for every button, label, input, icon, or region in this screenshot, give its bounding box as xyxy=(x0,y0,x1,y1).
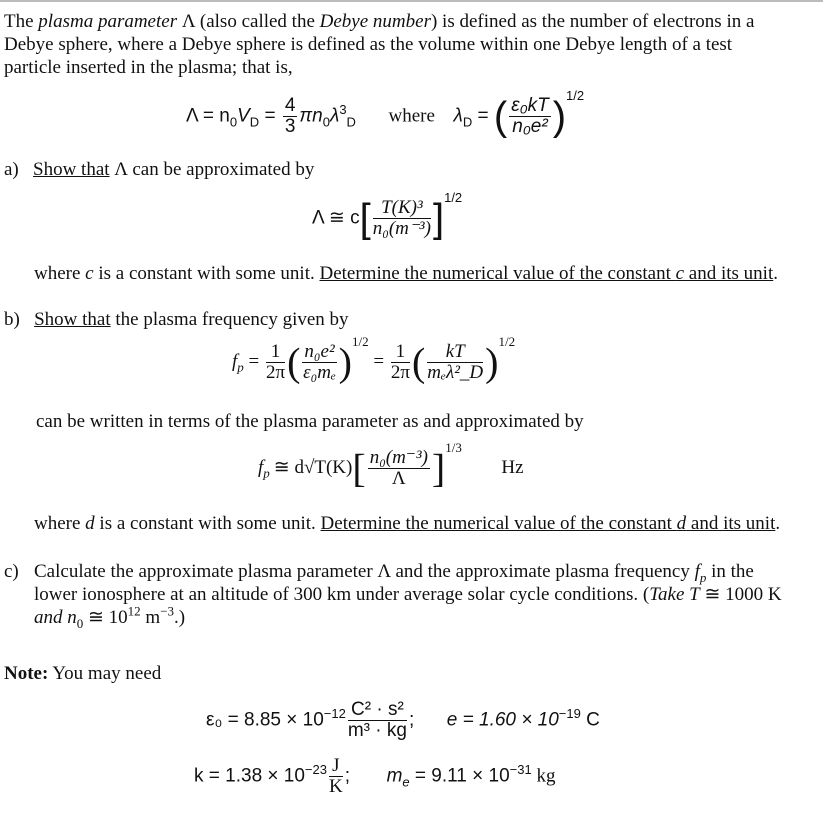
part-b-paren1-right: ) xyxy=(338,339,352,385)
part-c-paragraph xyxy=(34,560,784,629)
part-b-approx-den: Λ xyxy=(391,468,406,489)
part-b-frac1-den: ε₀mₑ xyxy=(303,362,336,383)
part-b-coef1-num: 1 xyxy=(266,342,285,363)
part-a-task-end: and its unit xyxy=(684,263,774,284)
part-a-right-bracket: ] xyxy=(432,196,445,241)
eq1-rest-sub: 0 xyxy=(322,114,330,130)
part-b-where2: is a constant with some unit. xyxy=(94,513,321,534)
part-a-formula-fraction xyxy=(373,198,431,239)
part-b-coef1-den: 2π xyxy=(266,362,286,383)
part-c-text1: Calculate the approximate plasma parameter Λ and the approximate plasma frequency xyxy=(34,561,695,582)
part-a-formula-den: n₀(m⁻³) xyxy=(372,218,431,239)
part-a-label: a) xyxy=(4,159,19,180)
part-b-written-text: can be written in terms of the plasma parameter as and approximated by xyxy=(36,411,584,432)
part-b-where-paragraph xyxy=(34,512,784,535)
eq1-right-paren: ) xyxy=(552,94,567,139)
part-c-label xyxy=(4,560,19,583)
note-me-exp: −31 xyxy=(509,762,532,778)
note-e-exp: −19 xyxy=(558,706,581,722)
part-c-tval: ≅ 1000 K xyxy=(699,584,782,605)
equation-debye-number xyxy=(186,88,585,139)
intro-paragraph xyxy=(4,10,784,79)
eq1-left-paren: ( xyxy=(493,94,508,139)
intro-term-debye-number: Debye number xyxy=(319,11,431,32)
part-c-take: Take xyxy=(649,584,685,605)
part-a-task-text: Determine the numerical value of the constant xyxy=(319,263,676,284)
part-b-frac1 xyxy=(302,342,336,383)
note-eps0-row xyxy=(206,700,600,741)
eq1-frac-4-3 xyxy=(283,96,298,137)
part-b-fp-sub: p xyxy=(237,359,244,375)
note-line xyxy=(4,662,161,685)
eq1-debye-fraction xyxy=(509,96,550,137)
part-b-approx-left-bracket: [ xyxy=(352,445,366,491)
part-c-close: .) xyxy=(174,607,186,628)
note-eps0-unit xyxy=(348,700,407,741)
part-b-label: b) xyxy=(4,309,20,330)
part-a-task-c: c xyxy=(675,263,685,284)
eq1-sub: 0 xyxy=(229,114,238,130)
part-b-task-text: Determine the numerical value of the constant xyxy=(320,513,677,534)
note-me: m xyxy=(386,765,403,787)
note-eps0-unit-den: m³ · kg xyxy=(347,720,407,741)
part-a-left-bracket: [ xyxy=(359,196,371,241)
note-k-exp: −23 xyxy=(304,762,327,778)
note-text: You may need xyxy=(48,663,162,684)
part-b-paren1-left: ( xyxy=(287,339,301,385)
eq1-debye-den: n₀e² xyxy=(512,116,548,137)
part-b-approx-lhs: ≅ d√T(K) xyxy=(273,456,353,478)
part-a-formula xyxy=(312,190,463,241)
part-b-unit: Hz xyxy=(501,456,524,478)
eq1-debye-num: ε₀kT xyxy=(511,95,549,116)
part-b-task-d: d xyxy=(676,513,687,534)
eq1-vd: V xyxy=(237,105,250,127)
intro-text-3: ) is defined as the number of electrons in a Debye sphere, where a Debye sphere is defined as the volume within one Debye length of a test particle inserted in the plasma; that is, xyxy=(4,11,755,78)
part-b-plasma-frequency-formula xyxy=(232,333,516,385)
part-c-fp-sub: p xyxy=(699,569,707,585)
part-c-n0-sub: 0 xyxy=(76,615,84,631)
part-b-text: the plasma frequency given by xyxy=(110,309,349,330)
part-b-period: . xyxy=(775,513,781,534)
part-a-c: c xyxy=(85,263,94,284)
part-c-n0: n xyxy=(62,607,77,628)
note-k-row xyxy=(194,756,555,797)
part-b-coef2-den: 2π xyxy=(390,362,410,383)
note-me-val: = 9.11 × 10 xyxy=(409,765,510,787)
part-b-approx-formula xyxy=(258,439,524,491)
part-a-line xyxy=(4,158,314,181)
eq1-eq: = xyxy=(259,105,281,127)
part-a-formula-exp: 1/2 xyxy=(444,190,463,206)
note-e: e = 1.60 × 10 xyxy=(446,709,559,731)
part-a-task xyxy=(319,263,773,284)
part-b-d: d xyxy=(85,513,95,534)
part-b-paren2-right: ) xyxy=(485,339,499,385)
part-a-where2: is a constant with some unit. xyxy=(93,263,320,284)
part-a-action: Show that xyxy=(33,159,110,180)
part-c-nunit: m xyxy=(140,607,161,628)
part-b-approx-right-bracket: ] xyxy=(431,445,446,491)
part-b-approx-fp: f xyxy=(258,456,264,478)
note-eps0-exp: −12 xyxy=(323,706,346,722)
note-k-unit xyxy=(329,756,343,797)
part-c-T: T xyxy=(684,584,700,605)
note-eps0: ε₀ = 8.85 × 10 xyxy=(206,709,324,731)
part-b-frac2-den: mₑλ²_D xyxy=(427,362,484,383)
part-b-fp: f xyxy=(232,350,238,372)
note-sep2: ; xyxy=(344,765,350,787)
part-b-written-line xyxy=(36,410,584,433)
eq1-eq2: = xyxy=(472,105,494,127)
part-b-frac2-num: kT xyxy=(427,342,483,363)
eq1-num: 4 xyxy=(284,95,296,116)
part-b-task-end: and its unit xyxy=(686,513,776,534)
note-k-unit-num: J xyxy=(329,756,343,777)
note-me-sub: e xyxy=(402,774,410,790)
eq1-where: where xyxy=(388,105,435,127)
part-b-coef2-num: 1 xyxy=(391,342,410,363)
part-b-approx-fp-sub: p xyxy=(263,465,270,481)
part-b-eq1: = xyxy=(243,350,264,372)
eq1-lambda-sub: D xyxy=(346,114,356,130)
part-b-action: Show that xyxy=(34,309,111,330)
part-c-text2: in the lower ionosphere at an altitude of 300 km under average solar cycle conditions. ( xyxy=(34,561,754,605)
part-a-formula-num: T(K)³ xyxy=(373,198,431,219)
part-a-formula-lhs: Λ ≅ c xyxy=(312,207,360,229)
part-c-fp: f xyxy=(694,561,700,582)
part-b-exp1: 1/2 xyxy=(352,333,369,349)
eq1-lambda-sup: 3 xyxy=(339,102,347,118)
part-b-approx-exp: 1/3 xyxy=(445,439,462,455)
part-b-frac1-num: n₀e² xyxy=(304,341,335,362)
note-label: Note: xyxy=(4,663,49,684)
part-b-where1: where xyxy=(34,513,86,534)
part-c-nunit-exp: −3 xyxy=(160,603,175,619)
intro-text-2: Λ (also called the xyxy=(177,11,320,32)
part-b-frac2 xyxy=(427,342,483,383)
note-e-unit: C xyxy=(580,709,600,731)
part-a-where-paragraph xyxy=(34,262,784,285)
part-c-label-text: c) xyxy=(4,561,19,582)
eq1-rest: πn xyxy=(299,105,323,127)
part-b-task xyxy=(321,513,776,534)
part-c-and: and xyxy=(34,607,63,628)
part-b-approx-fraction xyxy=(368,448,430,489)
eq1-den: 3 xyxy=(284,116,296,137)
top-border xyxy=(0,0,823,2)
part-b-line xyxy=(4,308,349,331)
part-b-paren2-left: ( xyxy=(411,339,426,385)
part-c-nexp: 12 xyxy=(127,603,141,619)
part-b-coef2 xyxy=(391,342,410,383)
intro-text-1: The xyxy=(4,11,39,32)
eq1-vd-sub: D xyxy=(249,114,260,130)
part-b-approx-num: n₀(m⁻³) xyxy=(369,447,428,468)
part-a-text: Λ can be approximated by xyxy=(109,159,315,180)
note-k-unit-den: K xyxy=(328,776,343,797)
eq1-lambda-d: λ xyxy=(453,105,463,127)
note-me-unit: kg xyxy=(531,765,556,787)
eq1-lhs: Λ = n xyxy=(186,105,230,127)
note-sep1: ; xyxy=(408,709,415,731)
part-a-period: . xyxy=(773,263,778,284)
eq1-lambda: λ xyxy=(329,105,340,127)
note-k: k = 1.38 × 10 xyxy=(194,765,305,787)
eq1-lambda-d-sub: D xyxy=(462,114,473,130)
note-eps0-unit-num: C² · s² xyxy=(348,700,407,721)
part-a-where1: where xyxy=(34,263,86,284)
part-c-nval: ≅ 10 xyxy=(83,607,128,628)
part-b-coef1 xyxy=(266,342,285,383)
intro-term-plasma-parameter: plasma parameter xyxy=(38,11,178,32)
part-b-exp2: 1/2 xyxy=(498,333,516,349)
eq1-exponent: 1/2 xyxy=(566,88,585,104)
part-b-eq2: = xyxy=(373,350,389,372)
